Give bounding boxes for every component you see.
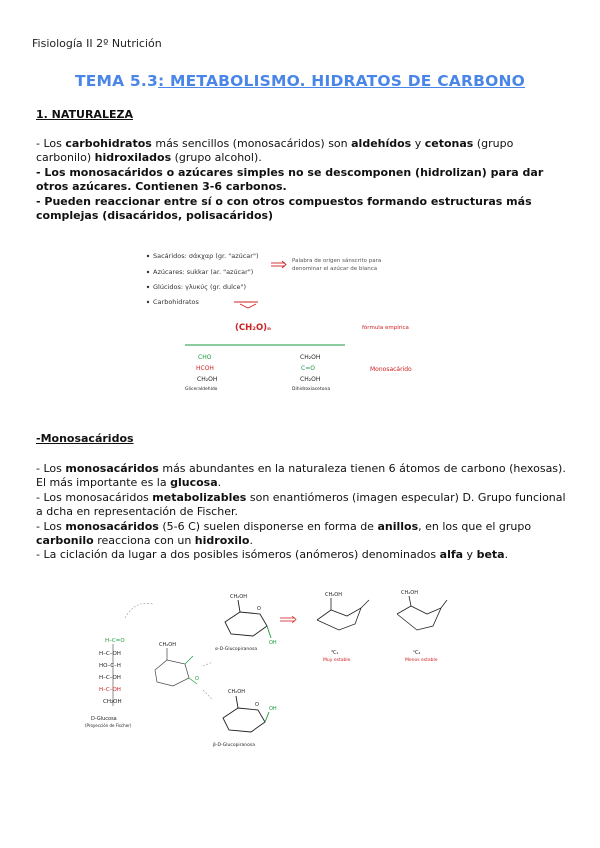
dihydroxyacetone-structure bbox=[292, 354, 330, 392]
text-run: , en los que el grupo bbox=[418, 519, 532, 533]
term-sacaridos: Sacáridos: σάκχαρ (gr. "azúcar") bbox=[153, 252, 259, 260]
chair-1c4 bbox=[397, 596, 447, 630]
chair1-label: ⁴C₁ bbox=[331, 650, 339, 656]
text-run: (grupo carbonilo) bbox=[36, 137, 514, 165]
fischer-projection bbox=[85, 603, 153, 728]
svg-text:HCOH: HCOH bbox=[196, 365, 214, 372]
text-run: más abundantes en la naturaleza tienen 6 átomos de carbono (hexosas). El más importante es la bbox=[36, 462, 566, 490]
text-run: hidroxilados bbox=[94, 151, 172, 165]
svg-text:H–C–OH: H–C–OH bbox=[99, 687, 121, 693]
naturaleza-paragraph-1 bbox=[36, 137, 566, 166]
chair1-sublabel: Muy estable bbox=[323, 658, 351, 663]
text-run: . bbox=[217, 476, 222, 490]
text-run: aldehídos bbox=[351, 137, 412, 150]
svg-text:HO–C–H: HO–C–H bbox=[99, 663, 121, 669]
text-run: monosacáridos bbox=[65, 519, 159, 533]
section-naturaleza-heading: 1. NATURALEZA bbox=[36, 108, 133, 121]
svg-text:CH₂OH: CH₂OH bbox=[159, 642, 176, 648]
alpha-glucopyranose bbox=[225, 600, 271, 638]
text-run: - La ciclación da lugar a dos posibles isómeros (anómeros) denominados bbox=[36, 548, 440, 562]
monosaccharide-label: Monosacárido bbox=[370, 366, 412, 373]
svg-text:CH₂OH: CH₂OH bbox=[325, 592, 342, 598]
text-run: metabolizables bbox=[152, 490, 247, 504]
chair2-label: ¹C₄ bbox=[413, 650, 421, 656]
text-run: carbohidratos bbox=[65, 137, 152, 150]
monosacaridos-paragraph-2 bbox=[36, 491, 566, 520]
carbohydrate-nomenclature-figure bbox=[140, 246, 440, 406]
title-prefix: TEMA 5.3 bbox=[74, 72, 158, 90]
svg-text:O: O bbox=[195, 676, 199, 682]
svg-text:CH₂OH: CH₂OH bbox=[300, 376, 321, 383]
svg-text:CH₂OH: CH₂OH bbox=[228, 689, 245, 695]
svg-text:CH₂OH: CH₂OH bbox=[401, 590, 418, 596]
chair-4c1 bbox=[317, 598, 369, 630]
monosacaridos-paragraph-3 bbox=[36, 520, 566, 549]
svg-text:C=O: C=O bbox=[301, 365, 315, 372]
monosacaridos-text bbox=[36, 462, 566, 563]
empirical-formula: (CH₂O)ₙ bbox=[235, 323, 271, 333]
beta-label: β-D-Glucopiranosa bbox=[213, 743, 255, 748]
text-run: - Los bbox=[36, 137, 66, 150]
text-run: hidroxilo bbox=[194, 534, 250, 548]
page-title bbox=[0, 72, 600, 90]
glucose-cyclization-figure bbox=[85, 580, 505, 760]
text-run: (5-6 C) suelen disponerse en forma de bbox=[158, 519, 378, 533]
text-run: monosacáridos bbox=[69, 165, 163, 179]
svg-text:H–C–OH: H–C–OH bbox=[99, 651, 121, 657]
text-run: son enantiómeros (imagen especular) D. Grupo funcional a dcha en representación de Fischer. bbox=[36, 490, 566, 519]
svg-text:H–C=O: H–C=O bbox=[105, 638, 125, 644]
fischer-sublabel: (Proyección de Fischer) bbox=[85, 723, 132, 728]
section-monosacaridos-heading: -Monosacáridos bbox=[36, 432, 134, 445]
fischer-label: D-Glucosa bbox=[91, 716, 117, 722]
svg-text:CH₂OH: CH₂OH bbox=[103, 699, 122, 705]
text-run: carbonilo bbox=[36, 534, 94, 548]
dihydroxyacetone-label: Dihidroxiacetona bbox=[292, 387, 331, 392]
monosacaridos-paragraph-1 bbox=[36, 462, 566, 491]
svg-text:denominar el azúcar de blanca: denominar el azúcar de blanca bbox=[292, 266, 378, 272]
svg-text:O: O bbox=[257, 606, 261, 612]
term-azucares: Azúcares: sukkar (ar. "azúcar") bbox=[153, 268, 254, 276]
monosacaridos-paragraph-4 bbox=[36, 548, 566, 562]
text-run: cetonas bbox=[424, 137, 474, 150]
svg-text:CH₂OH: CH₂OH bbox=[197, 376, 218, 383]
course-header: Fisiología II 2º Nutrición bbox=[32, 37, 162, 50]
text-run: - Los bbox=[36, 462, 66, 475]
text-run: - Pueden reaccionar entre sí o con otros compuestos formando estructuras más complejas (disacáridos, polisacáridos) bbox=[36, 194, 532, 223]
alpha-label: α-D-Glucopiranosa bbox=[215, 647, 258, 652]
arrow-icon bbox=[271, 261, 286, 268]
text-run: - Los bbox=[36, 165, 70, 179]
text-run: . bbox=[249, 534, 253, 548]
chair2-sublabel: Menos estable bbox=[405, 658, 438, 663]
text-run: alfa bbox=[439, 548, 464, 562]
text-run: reacciona con un bbox=[93, 534, 195, 548]
text-run: y bbox=[463, 548, 477, 562]
svg-text:CH₂OH: CH₂OH bbox=[230, 594, 247, 600]
ring-formation bbox=[155, 648, 197, 686]
svg-text:CH₂OH: CH₂OH bbox=[300, 354, 321, 361]
svg-text:O: O bbox=[255, 702, 259, 708]
term-carbohidratos: Carbohidratos bbox=[153, 298, 199, 306]
svg-text:CHO: CHO bbox=[198, 354, 212, 361]
beta-glucopyranose bbox=[223, 696, 269, 732]
svg-text:OH: OH bbox=[269, 706, 277, 712]
title-main: : METABOLISMO. HIDRATOS DE CARBONO bbox=[157, 72, 526, 90]
svg-text:H–C–OH: H–C–OH bbox=[99, 675, 121, 681]
text-run: más sencillos (monosacáridos) son bbox=[151, 137, 352, 150]
naturaleza-paragraph-3 bbox=[36, 195, 566, 224]
equilibrium-arrow-icon bbox=[280, 616, 296, 623]
text-run: - Los bbox=[36, 519, 66, 533]
text-run: monosacáridos bbox=[65, 462, 159, 475]
term-glucidos: Glúcidos: γλυκύς (gr. dulce") bbox=[153, 283, 247, 291]
glyceraldehyde-label: Gliceraldehído bbox=[185, 387, 218, 392]
text-run: beta bbox=[476, 548, 505, 562]
glyceraldehyde-structure bbox=[185, 354, 218, 392]
text-run: . bbox=[504, 548, 509, 562]
text-run: (grupo alcohol). bbox=[171, 151, 262, 165]
text-run: y bbox=[411, 137, 425, 150]
text-run: o azúcares simples no se descomponen (hidrolizan) para dar otros azúcares. Contienen 3-6 carbonos. bbox=[36, 165, 544, 194]
text-run: glucosa bbox=[170, 476, 218, 490]
text-run: anillos bbox=[377, 519, 419, 533]
naturaleza-text bbox=[36, 137, 566, 223]
svg-text:Palabra de origen sánscrito pa: Palabra de origen sánscrito para bbox=[292, 258, 382, 264]
svg-text:OH: OH bbox=[269, 640, 277, 646]
naturaleza-paragraph-2 bbox=[36, 166, 566, 195]
text-run: - Los monosacáridos bbox=[36, 490, 153, 504]
empirical-formula-label: fórmula empírica bbox=[362, 325, 409, 331]
